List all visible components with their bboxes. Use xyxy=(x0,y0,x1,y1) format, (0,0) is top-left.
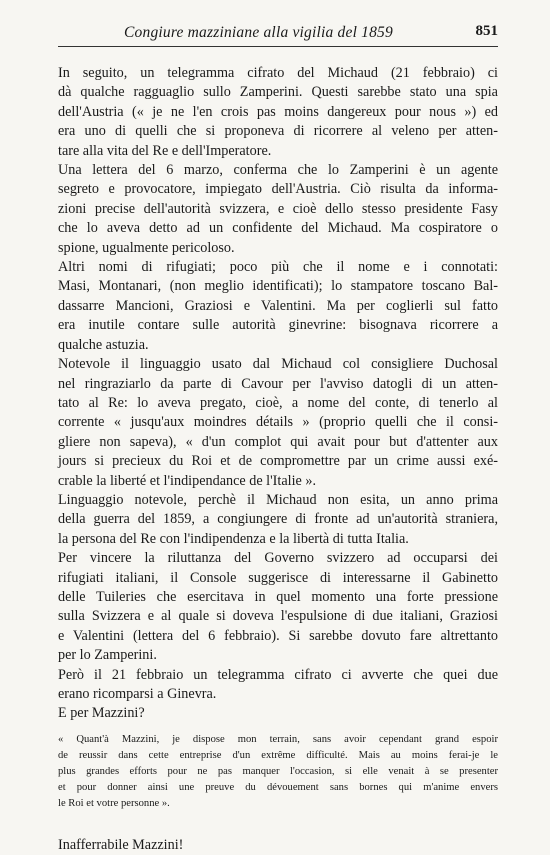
quote-line: le Roi et votre personne ». xyxy=(58,797,170,809)
paragraph xyxy=(58,355,498,491)
paragraph xyxy=(58,64,498,161)
quote-line: « Quant'à Mazzini, je dispose mon terrain, sans avoir cependant grand espoir xyxy=(58,733,498,745)
text-line: E per Mazzini? xyxy=(58,705,145,722)
running-header xyxy=(58,20,498,47)
paragraph xyxy=(58,704,498,723)
text-line: tare alla vita del Re e dell'Imperatore. xyxy=(58,142,272,159)
quote-line: de reussir dans cette entreprise d'un extrême difficulté. Mais au moins ferai-je le xyxy=(58,749,498,761)
text-line: erano ricomparsi a Ginevra. xyxy=(58,686,217,702)
text-line: Altri nomi di rifugiati; poco più che il nome e i connotati: xyxy=(58,259,498,276)
paragraphs xyxy=(58,64,498,724)
text-line: gliere non sapeva), « d'un complot qui avait pour but d'attenter aux xyxy=(58,433,498,450)
paragraph xyxy=(58,491,498,549)
text-line: era inutile contare sulle autorità ginevrine: bisognava ricorrere a xyxy=(58,317,498,334)
text-line: zioni precise dell'autorità svizzera, e cioè dello stesso presidente Fasy xyxy=(58,200,498,217)
text-line: jours si precieux du Roi et de compromettre par un crime aussi exé- xyxy=(58,453,498,470)
text-line: delle Tuileries che esercitava in quel momento una forte pressione xyxy=(58,588,498,605)
text-line: dà qualche ragguaglio sullo Zamperini. Questi sarebbe stato una spia xyxy=(58,84,498,101)
paragraph xyxy=(58,666,498,705)
text-line: qualche astuzia. xyxy=(58,336,149,353)
text-line: della guerra del 1859, a congiungere di fronte ad un'autorità straniera, xyxy=(58,511,498,528)
text-line: per lo Zamperini. xyxy=(58,647,157,664)
text-line: In seguito, un telegramma cifrato del Michaud (21 febbraio) ci xyxy=(58,65,498,81)
page-body xyxy=(58,64,498,855)
text-line: era uno di quelli che si proponeva di ricorrere al veleno per atten- xyxy=(58,123,498,140)
running-title: Congiure mazziniane alla vigilia del 1859 xyxy=(124,24,393,41)
paragraph xyxy=(58,549,498,665)
quote-line: et pour donner ainsi une preuve du dévouement sans bornes qui m'anime envers xyxy=(58,781,498,793)
text-line: corrente « jusqu'aux moindres détails » (proprio quelli che il consi- xyxy=(58,414,498,431)
text-line: la persona del Re con l'indipendenza e la libertà di tutta Italia. xyxy=(58,530,409,547)
text-line: Però il 21 febbraio un telegramma cifrato ci avverte che quei due xyxy=(58,666,498,683)
text-line: dell'Austria (« je ne l'en crois pas moins dangereux pour nous ») ed xyxy=(58,103,498,120)
text-line: sulla Svizzera e al quale si doveva l'espulsione di due italiani, Graziosi xyxy=(58,608,498,625)
text-line: e Valentini (lettera del 6 febbraio). Si sarebbe dovuto fare altrettanto xyxy=(58,627,498,644)
text-line: dassarre Mancioni, Graziosi e Valentini. Ma per coglierli sul fatto xyxy=(58,297,498,314)
text-line: rifugiati italiani, il Console suggerisce di interessarne il Gabinetto xyxy=(58,569,498,586)
text-line: nel ringraziarlo da parte di Cavour per l'avviso datogli di un atten- xyxy=(58,375,498,392)
paragraph xyxy=(58,258,498,355)
quote-line: plus grandes efforts pour ne pas manquer l'occasion, si elle venait à se presenter xyxy=(58,765,498,777)
text-line: crable la liberté et l'indipendance de l'Italie ». xyxy=(58,472,317,489)
page-number: 851 xyxy=(475,23,498,39)
text-line: Masi, Montanari, (non meglio identificati); lo stampatore toscano Bal- xyxy=(58,278,498,295)
block-quote xyxy=(58,732,498,812)
paragraph xyxy=(58,161,498,258)
text-line: Per vincere la riluttanza del Governo svizzero ad occuparsi dei xyxy=(58,550,498,567)
text-line: che lo aveva detto ad un confidente del Michaud. Ma cospiratore o xyxy=(58,220,498,237)
text-line: Notevole il linguaggio usato dal Michaud col consigliere Duchosal xyxy=(58,356,498,373)
text-line: segreto e provocatore, impiegato dell'Austria. Ciò risulta da informa- xyxy=(58,181,498,198)
text-line: tato al Re: lo aveva pregato, cioè, a nome del conte, di tenerlo al xyxy=(58,394,498,411)
text-line: Una lettera del 6 marzo, conferma che lo Zamperini è un agente xyxy=(58,162,498,179)
closing-line: Inafferrabile Mazzini! xyxy=(58,836,184,853)
text-line: Linguaggio notevole, perchè il Michaud non esita, un anno prima xyxy=(58,491,498,508)
text-line: spione, ugualmente pericoloso. xyxy=(58,239,235,256)
